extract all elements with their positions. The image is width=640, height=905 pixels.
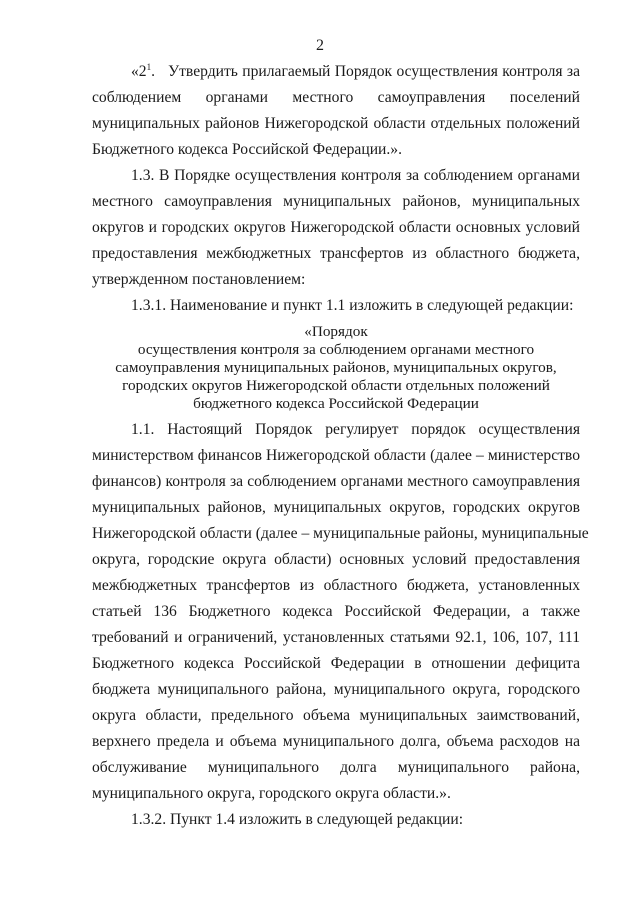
paragraph-1-1-line-4: муниципальных районов, муниципальных округов, городских округов (92, 499, 580, 516)
paragraph-1-1-line-8: статьей 136 Бюджетного кодекса Российской Федерации, а также (92, 603, 580, 620)
paragraph-2-1-line-4: Бюджетного кодекса Российской Федерации.». (92, 141, 402, 158)
order-title-line-3: самоуправления муниципальных районов, муниципальных округов, (115, 359, 557, 376)
paragraph-1-1-line-11: бюджета муниципального района, муниципального округа, городского (92, 681, 580, 698)
paragraph-1-1-line-1: 1.1. Настоящий Порядок регулирует порядок осуществления (131, 421, 580, 438)
paragraph-1-1-line-9: требований и ограничений, установленных статьями 92.1, 106, 107, 111 (92, 629, 580, 646)
order-title-line-1: «Порядок (304, 323, 368, 340)
paragraph-1-1-line-13: верхнего предела и объема муниципального долга, объема расходов на (92, 733, 580, 750)
paragraph-1-3-line-4: предоставления межбюджетных трансфертов из областного бюджета, (92, 245, 580, 262)
order-title-line-2: осуществления контроля за соблюдением органами местного (137, 341, 535, 358)
paragraph-2-1-text: Утвердить прилагаемый Порядок осуществления контроля за (168, 63, 580, 80)
paragraph-1-3-line-1: 1.3. В Порядке осуществления контроля за соблюдением органами (131, 167, 580, 184)
paragraph-1-1-line-2: министерством финансов Нижегородской области (далее – министерство (92, 447, 580, 464)
paragraph-1-1-line-6: округа, городские округа области) основных условий предоставления (92, 551, 580, 568)
order-title-line-5: бюджетного кодекса Российской Федерации (193, 395, 479, 412)
paragraph-2-1-line-1 (131, 62, 580, 82)
paragraph-1-1-line-15: муниципального округа, городского округа области.». (92, 785, 451, 802)
paragraph-1-3-line-3: округов и городских округов Нижегородской области основных условий (92, 219, 580, 236)
paragraph-2-1-prefix-superscript: 1 (146, 62, 152, 72)
paragraph-2-1-line-2: соблюдением органами местного самоуправления поселений (92, 89, 580, 106)
paragraph-2-1-prefix-dot: . (151, 63, 155, 80)
paragraph-1-3-line-2: местного самоуправления муниципальных районов, муниципальных (92, 193, 580, 210)
paragraph-2-1-line-3: муниципальных районов Нижегородской области отдельных положений (92, 115, 580, 132)
paragraph-1-1-line-12: округа области, предельного объема муниципальных заимствований, (92, 707, 580, 724)
order-title-line-4: городских округов Нижегородской области отдельных положений (122, 377, 550, 394)
paragraph-1-3-line-5: утвержденном постановлением: (92, 271, 306, 288)
paragraph-1-1-line-3: финансов) контроля за соблюдением органами местного самоуправления (92, 473, 580, 490)
paragraph-1-1-line-7: межбюджетных трансфертов из областного бюджета, установленных (92, 577, 580, 594)
paragraph-2-1-prefix: «2 (131, 63, 147, 80)
paragraph-1-1-line-10: Бюджетного кодекса Российской Федерации в отношении дефицита (92, 655, 580, 672)
paragraph-1-3-2: 1.3.2. Пункт 1.4 изложить в следующей редакции: (131, 811, 464, 828)
paragraph-1-1-line-14: обслуживание муниципального долга муниципального района, (92, 759, 580, 776)
page-number: 2 (316, 37, 324, 54)
paragraph-1-3-1: 1.3.1. Наименование и пункт 1.1 изложить в следующей редакции: (131, 297, 574, 314)
paragraph-1-1-line-5: Нижегородской области (далее – муниципальные районы, муниципальные (92, 525, 589, 542)
